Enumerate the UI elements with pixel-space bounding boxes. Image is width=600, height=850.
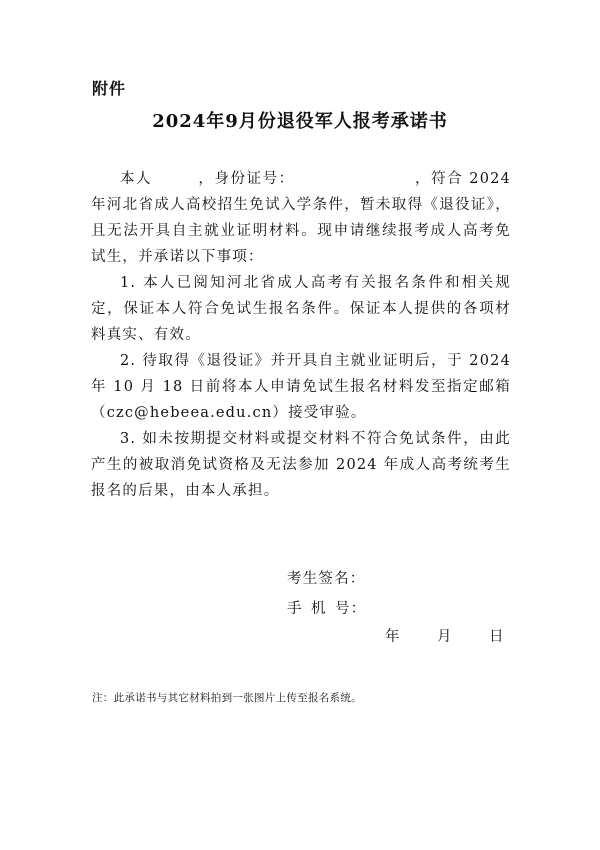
phone-label: [287, 597, 366, 618]
footer-note: 注：此承诺书与其它材料拍到一张图片上传至报名系统。: [92, 692, 362, 704]
date-year: 年: [385, 629, 401, 645]
intro-rest: ，符合 2024 年河北省成人高校招生免试入学条件，暂未取得《退役证》，且无法开具自主就业证明材料。现申请继续报考成人高考免试生，并承诺以下事项：: [91, 171, 511, 265]
date-day: 日: [489, 629, 505, 645]
intro-paragraph: [91, 166, 511, 270]
phone-label-char: 手: [287, 601, 303, 617]
intro-prefix: 本人: [120, 171, 153, 187]
phone-label-char: 号：: [335, 601, 367, 617]
id-label: ，身份证号：: [198, 171, 295, 187]
phone-label-char: 机: [311, 601, 327, 617]
attachment-label: 附件: [92, 79, 127, 98]
date-month: 月: [437, 629, 453, 645]
commitment-item-3: 3. 如未按期提交材料或提交材料不符合免试条件，由此产生的被取消免试资格及无法参加 2024 年成人高考统考生报名的后果，由本人承担。: [91, 431, 511, 499]
commitment-item-2: 2. 待取得《退役证》并开具自主就业证明后，于 2024 年 10 月 18 日前将本人申请免试生报名材料发至指定邮箱（czc@hebeea.edu.cn）接受审验。: [91, 353, 511, 421]
commitment-body: [91, 166, 511, 504]
candidate-signature-label: 考生签名：: [287, 571, 366, 587]
document-title: 2024年9月份退役军人报考承诺书: [152, 111, 448, 132]
date-line: [385, 625, 505, 646]
commitment-item-1: 1. 本人已阅知河北省成人高考有关报名条件和相关规定，保证本人符合免试生报名条件。保证本人提供的各项材料真实、有效。: [91, 275, 511, 343]
